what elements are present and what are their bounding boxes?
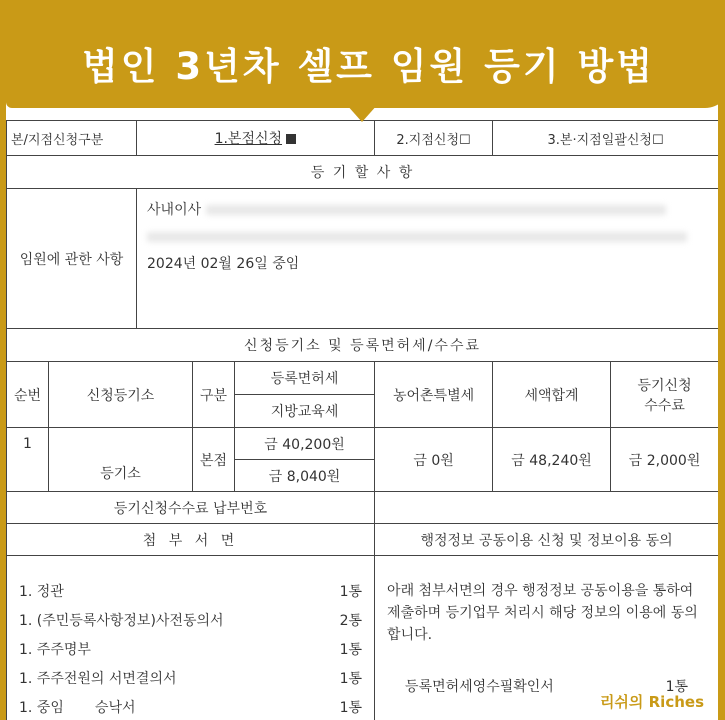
header-edu-tax: 지방교육세: [235, 395, 375, 428]
form-frame: [6, 8, 718, 720]
header-kind: 구분: [193, 362, 235, 428]
row-reg-tax: 금 40,200원: [235, 428, 375, 460]
attachment-item: 1. 주주명부 1통: [19, 641, 363, 658]
attachment-item: 1. 주주전원의 서면결의서 1통: [19, 670, 363, 687]
option-both[interactable]: 3.본·지점일괄신청☐: [493, 121, 718, 156]
option-head-office[interactable]: 1.본점신청: [137, 121, 375, 156]
section-fees: 신청등기소 및 등록면허세/수수료: [7, 329, 719, 362]
branch-type-row: [7, 121, 719, 156]
row-edu-tax: 금 8,040원: [235, 460, 375, 492]
officer-content: [137, 189, 718, 329]
header-total: 세액합계: [493, 362, 611, 428]
row-seq: 1: [7, 428, 49, 492]
row-rural-tax: 금 0원: [375, 428, 493, 492]
row-fee: 금 2,000원: [611, 428, 718, 492]
officer-reappointment: 2024년 02월 26일 중임: [147, 256, 300, 272]
section-registration-items: 등 기 할 사 항: [7, 156, 719, 189]
attachment-item: 1. (주민등록사항정보)사전동의서 2통: [19, 612, 363, 629]
watermark: 리쉬의 Riches: [599, 693, 704, 711]
payment-number-value[interactable]: [375, 492, 718, 524]
row-total: 금 48,240원: [493, 428, 611, 492]
header-fee: 등기신청 수수료: [611, 362, 718, 428]
officer-blurred-line: [147, 229, 708, 245]
consent-item: 등록면허세영수필확인서 1통: [405, 679, 689, 695]
officer-row: [7, 189, 719, 329]
row-office: 등기소: [49, 428, 193, 492]
banner-tail: [346, 104, 378, 122]
officer-label: 임원에 관한 사항: [7, 189, 137, 329]
attachments-list: [19, 576, 362, 720]
header-seq: 순번: [7, 362, 49, 428]
row-kind: 본점: [193, 428, 235, 492]
header-office: 신청등기소: [49, 362, 193, 428]
registration-form: [6, 120, 718, 720]
attachments-title: 첨 부 서 면: [7, 524, 375, 556]
payment-number-label: 등기신청수수료 납부번호: [7, 492, 375, 524]
attachments-list-cell: [7, 556, 375, 720]
header-reg-tax: 등록면허세: [235, 362, 375, 395]
option-branch[interactable]: 2.지점신청☐: [375, 121, 493, 156]
consent-text: 아래 첨부서면의 경우 행정정보 공동이용을 통하여 제출하며 등기업무 처리시 해당 정보의 이용에 동의합니다.: [387, 583, 698, 643]
title-banner: [6, 8, 718, 108]
officer-position: 사내이사: [147, 199, 708, 219]
consent-title: 행정정보 공동이용 신청 및 정보이용 동의: [375, 524, 718, 556]
attachment-item: 1. 중임 승낙서 1통: [19, 699, 363, 716]
banner-title: 법인 3년차 셀프 임원 등기 방법: [81, 45, 656, 88]
header-rural-tax: 농어촌특별세: [375, 362, 493, 428]
branch-type-label: 본/지점신청구분: [7, 121, 137, 156]
attachment-item: 1. 정관 1통: [19, 583, 363, 600]
